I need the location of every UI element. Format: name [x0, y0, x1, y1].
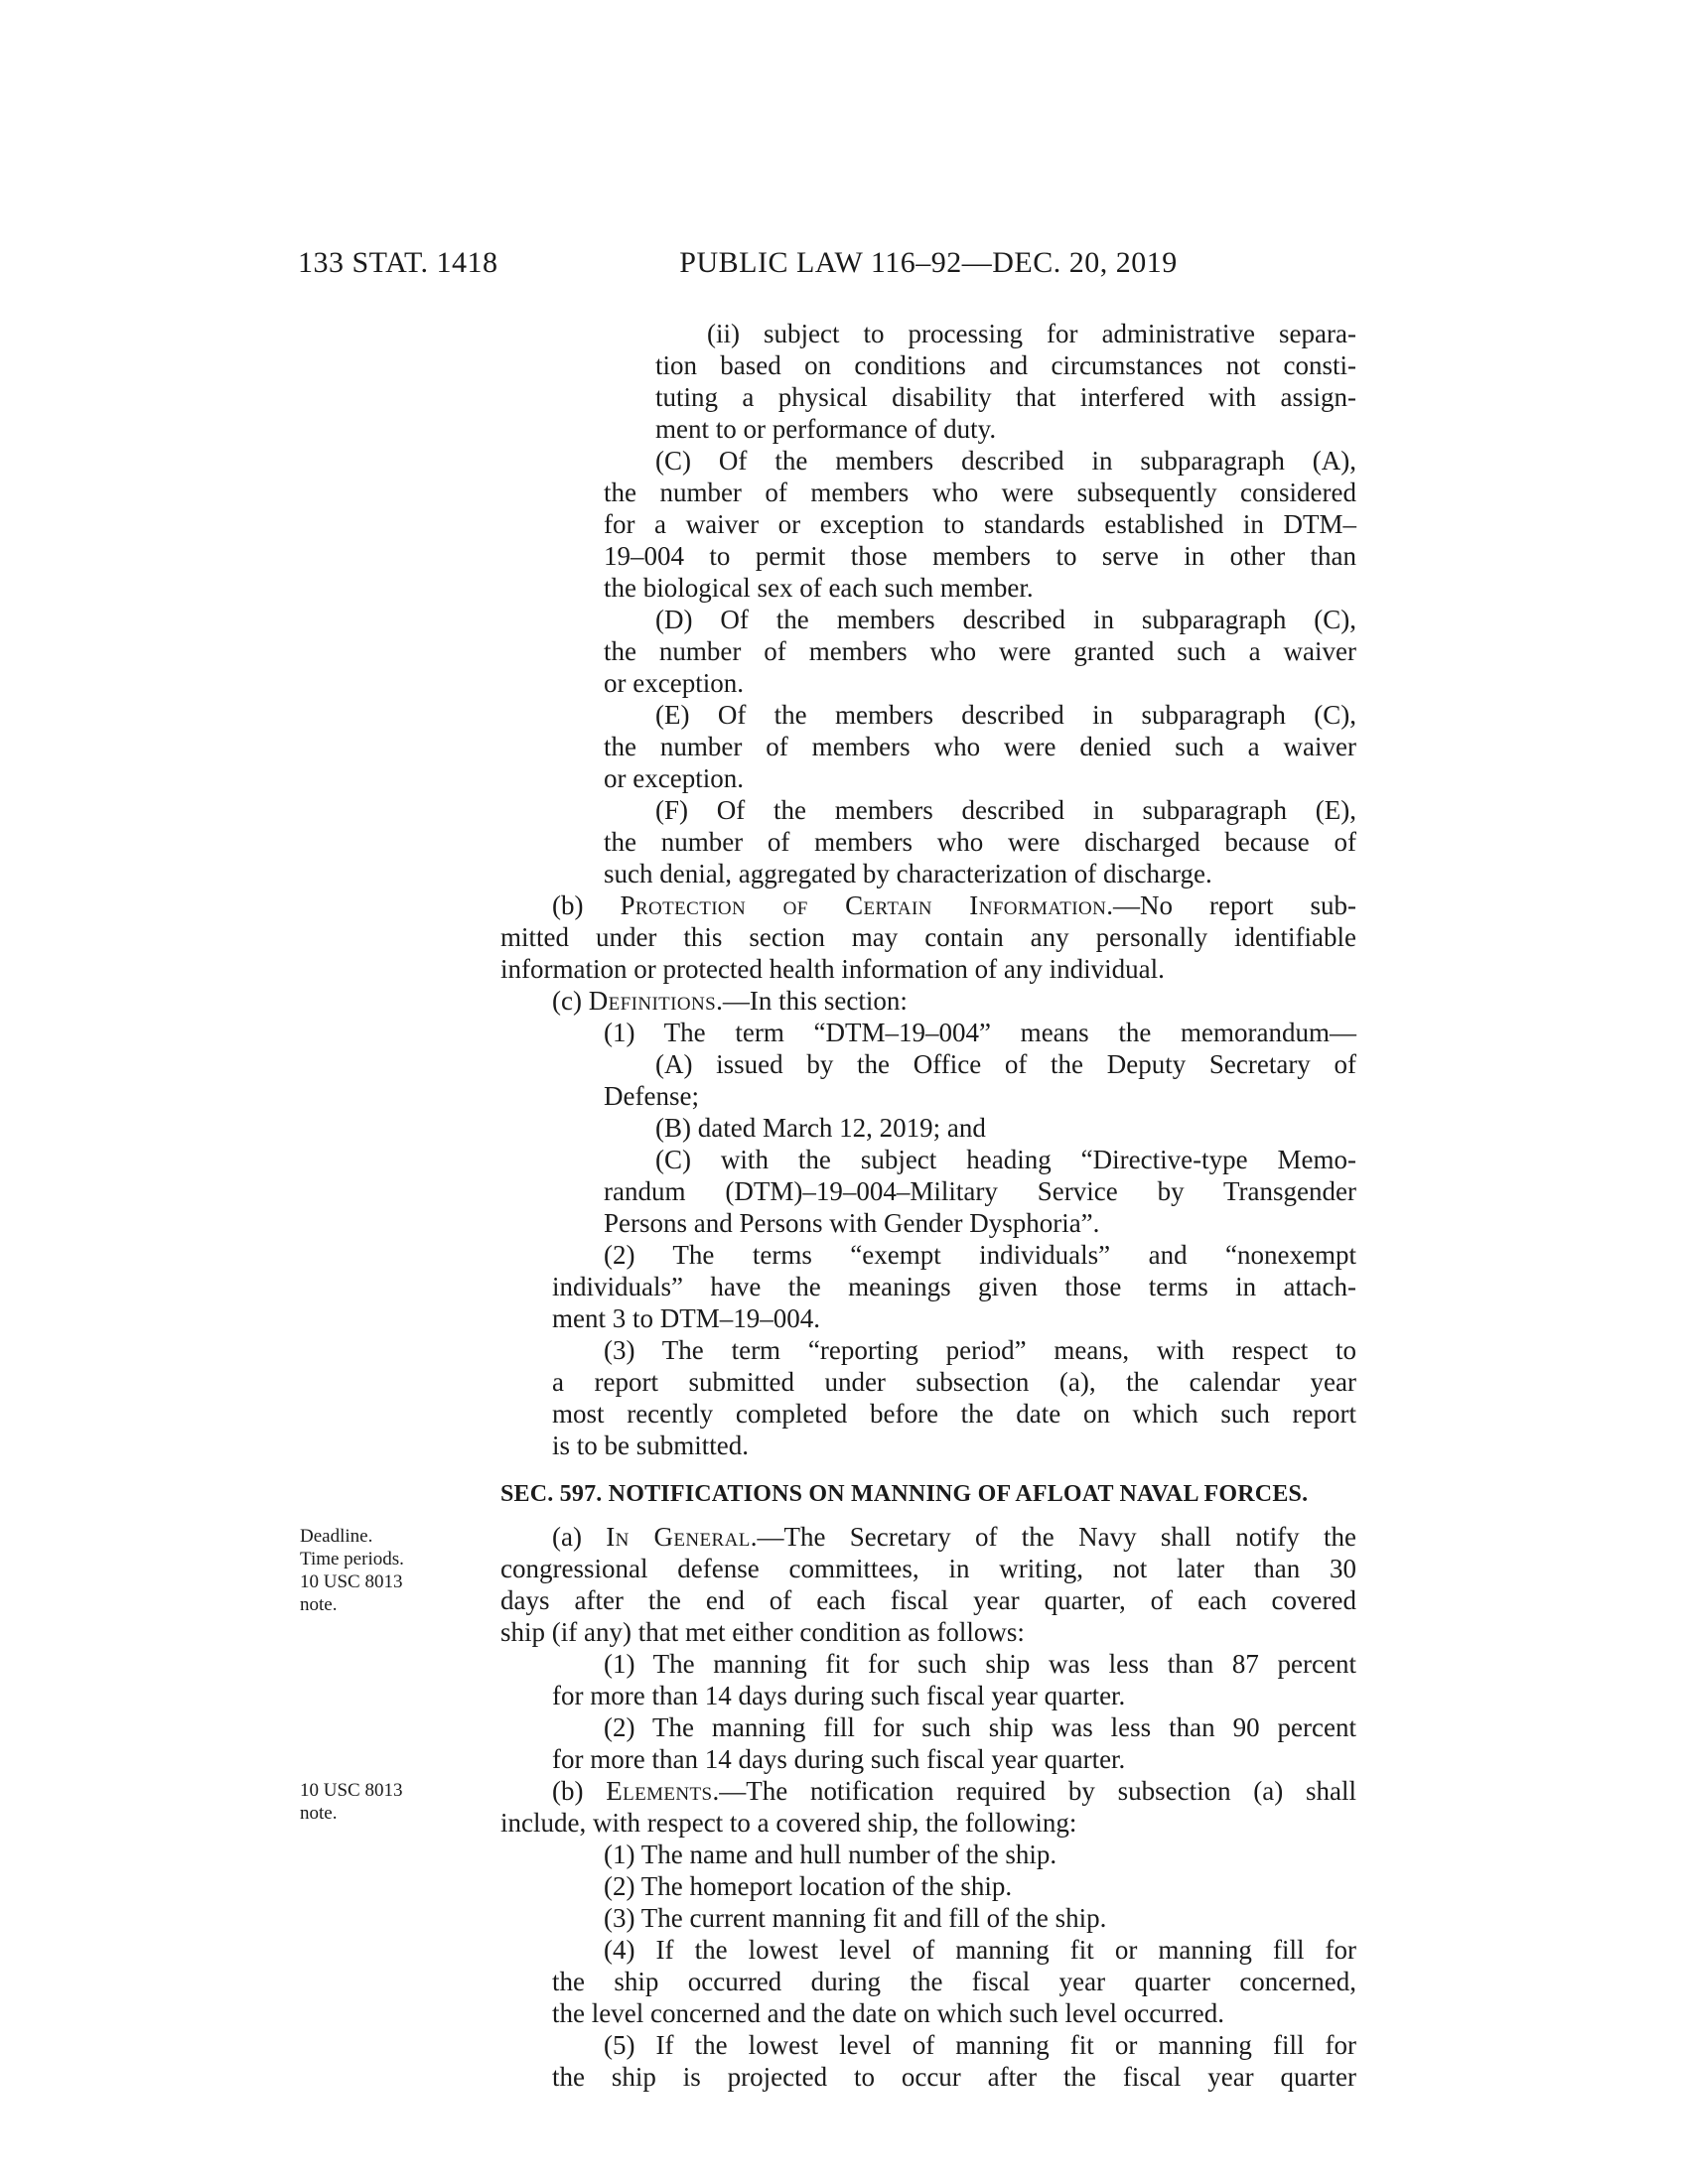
paragraph-line: (2) The terms “exempt individuals” and “nonexempt [604, 1240, 1356, 1270]
paragraph [500, 1775, 1356, 1839]
paragraph-line: ment to or performance of duty. [655, 414, 997, 444]
paragraph-line: the number of members who were subsequently considered [604, 478, 1356, 507]
paragraph-line: 19–004 to permit those members to serve in other than [604, 541, 1356, 571]
paragraph-line: for more than 14 days during such fiscal year quarter. [552, 1681, 1126, 1710]
paragraph-line: (1) The manning fit for such ship was less than 87 percent [604, 1649, 1356, 1679]
paragraph-line: the level concerned and the date on which such level occurred. [552, 1998, 1224, 2028]
paragraph-line: the ship occurred during the fiscal year quarter concerned, [552, 1967, 1356, 1996]
paragraph-line: days after the end of each fiscal year quarter, of each covered [500, 1585, 1356, 1615]
paragraph [500, 1334, 1356, 1461]
paragraph-line: or exception. [604, 763, 744, 793]
paragraph-line: information or protected health information of any individual. [500, 954, 1165, 984]
paragraph [500, 318, 1356, 445]
paragraph-line: include, with respect to a covered ship, the following: [500, 1808, 1077, 1838]
paragraph-line: (C) Of the members described in subparagraph (A), [655, 446, 1356, 476]
document-body [300, 318, 1357, 2093]
paragraph-line: most recently completed before the date on which such report [552, 1399, 1356, 1429]
paragraph [500, 445, 1356, 604]
margin-note [300, 1525, 491, 1616]
paragraph-line: (E) Of the members described in subparagraph (C), [655, 700, 1356, 730]
margin-note-line: Time periods. [300, 1549, 404, 1570]
paragraph-line: (3) The term “reporting period” means, with respect to [604, 1335, 1356, 1365]
paragraph-line: (ii) subject to processing for administrative separa- [707, 319, 1356, 348]
paragraph-line: mitted under this section may contain any personally identifiable [500, 922, 1356, 952]
paragraph-line: (D) Of the members described in subparagraph (C), [655, 605, 1356, 634]
paragraph-line: congressional defense committees, in writing, not later than 30 [500, 1554, 1356, 1583]
paragraph-line: (2) The manning fill for such ship was less than 90 percent [604, 1712, 1356, 1742]
margin-note-line: note. [300, 1594, 338, 1615]
paragraph-line: (F) Of the members described in subparagraph (E), [655, 795, 1356, 825]
paragraph-line: such denial, aggregated by characterization of discharge. [604, 859, 1212, 888]
paragraph-line: (A) issued by the Office of the Deputy Secretary of [655, 1049, 1356, 1079]
paragraph [500, 1870, 1356, 1902]
paragraph-line: ment 3 to DTM–19–004. [552, 1303, 820, 1333]
paragraph-line: the number of members who were discharged because of [604, 827, 1356, 857]
small-caps-term: Protection of Certain Information [620, 890, 1107, 920]
paragraph [500, 1112, 1356, 1144]
paragraph [500, 1017, 1356, 1048]
paragraph-line: the ship is projected to occur after the fiscal year quarter [552, 2062, 1356, 2092]
paragraph-line: the number of members who were denied such a waiver [604, 732, 1356, 761]
section-heading-line: SEC. 597. NOTIFICATIONS ON MANNING OF AFLOAT NAVAL FORCES. [500, 1481, 1309, 1507]
paragraph [500, 794, 1356, 889]
paragraph [500, 1934, 1356, 2029]
paragraph-line: (3) The current manning fit and fill of the ship. [604, 1903, 1107, 1933]
paragraph-line: or exception. [604, 668, 744, 698]
paragraph-line: (C) with the subject heading “Directive-type Memo- [655, 1145, 1356, 1174]
paragraph [500, 1902, 1356, 1934]
paragraph-line: (c) Definitions.—In this section: [552, 986, 908, 1016]
paragraph-line: (B) dated March 12, 2019; and [655, 1113, 986, 1143]
paragraph-line: the number of members who were granted such a waiver [604, 636, 1356, 666]
paragraph-line: for more than 14 days during such fiscal year quarter. [552, 1744, 1126, 1774]
paragraph-line: the biological sex of each such member. [604, 573, 1034, 603]
margin-note-line: 10 USC 8013 [300, 1571, 403, 1592]
paragraph-line: (2) The homeport location of the ship. [604, 1871, 1013, 1901]
paragraph-line: (5) If the lowest level of manning fit or manning fill for [604, 2030, 1356, 2060]
paragraph-line: (1) The term “DTM–19–004” means the memorandum— [604, 1018, 1356, 1047]
paragraph-line: (a) In General.—The Secretary of the Navy shall notify the [552, 1522, 1356, 1552]
paragraph-line: randum (DTM)–19–004–Military Service by Transgender [604, 1176, 1356, 1206]
paragraph-line: Defense; [604, 1081, 699, 1111]
paragraph [500, 1648, 1356, 1711]
paragraph-line: Persons and Persons with Gender Dysphoria”. [604, 1208, 1100, 1238]
margin-note [300, 1779, 491, 1825]
paragraph-line: a report submitted under subsection (a), the calendar year [552, 1367, 1356, 1397]
paragraph-line: individuals” have the meanings given those terms in attach- [552, 1272, 1356, 1301]
paragraph-line: is to be submitted. [552, 1431, 749, 1460]
paragraph [500, 604, 1356, 699]
paragraph [500, 1048, 1356, 1112]
small-caps-term: Elements [606, 1776, 713, 1806]
paragraph-line: (b) Elements.—The notification required by subsection (a) shall [552, 1776, 1357, 1806]
section-heading [500, 1479, 1356, 1509]
margin-note-line: note. [300, 1803, 338, 1824]
paragraph-line: (b) Protection of Certain Information.—No report sub- [552, 890, 1357, 920]
paragraph-line: (1) The name and hull number of the ship. [604, 1840, 1057, 1869]
paragraph [500, 985, 1356, 1017]
paragraph [500, 889, 1356, 985]
small-caps-term: In General [606, 1522, 751, 1552]
paragraph [500, 1521, 1356, 1648]
paragraph [500, 2029, 1356, 2093]
margin-note-line: Deadline. [300, 1526, 373, 1547]
paragraph [500, 1839, 1356, 1870]
paragraph [500, 1711, 1356, 1775]
paragraph-line: (4) If the lowest level of manning fit or manning fill for [604, 1935, 1356, 1965]
law-title: PUBLIC LAW 116–92—DEC. 20, 2019 [679, 246, 1178, 279]
paragraph-line: tion based on conditions and circumstances not consti- [655, 350, 1356, 380]
margin-note-line: 10 USC 8013 [300, 1780, 403, 1801]
stat-page-number: 133 STAT. 1418 [298, 246, 498, 279]
paragraph [500, 1144, 1356, 1239]
paragraph-line: tuting a physical disability that interfered with assign- [655, 382, 1356, 412]
paragraph [500, 1239, 1356, 1334]
paragraph-line: for a waiver or exception to standards established in DTM– [604, 509, 1356, 539]
paragraph [500, 699, 1356, 794]
small-caps-term: Definitions [588, 986, 717, 1016]
paragraph-line: ship (if any) that met either condition as follows: [500, 1617, 1025, 1647]
